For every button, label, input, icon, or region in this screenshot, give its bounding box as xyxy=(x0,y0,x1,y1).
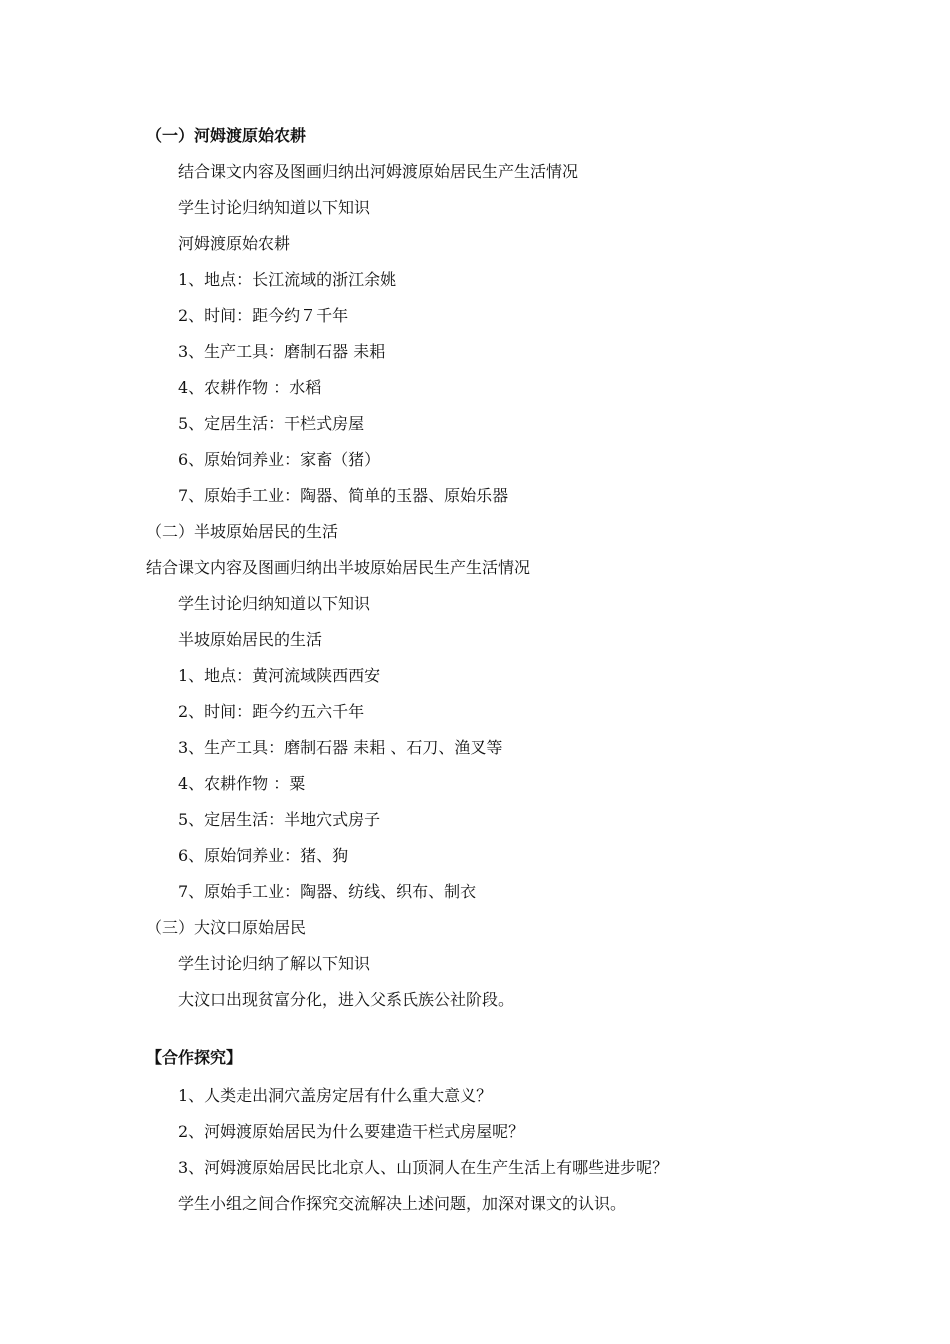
list-item: 5、定居生活：干栏式房屋 xyxy=(178,414,365,433)
list-item: 7、原始手工业：陶器、简单的玉器、原始乐器 xyxy=(178,486,509,505)
section2-intro: 结合课文内容及图画归纳出半坡原始居民生产生活情况 xyxy=(146,558,531,577)
list-item: 5、定居生活：半地穴式房子 xyxy=(178,810,381,829)
cooperation-heading: 【合作探究】 xyxy=(146,1048,243,1067)
section1-subtitle: 河姆渡原始农耕 xyxy=(178,234,291,253)
list-item: 3、河姆渡原始居民比北京人、山顶洞人在生产生活上有哪些进步呢？ xyxy=(178,1158,669,1177)
section3-summary: 大汶口出现贫富分化，进入父系氏族公社阶段。 xyxy=(178,990,515,1009)
section2-subtitle: 半坡原始居民的生活 xyxy=(178,630,323,649)
list-item: 6、原始饲养业：家畜（猪） xyxy=(178,450,381,469)
cooperation-note: 学生小组之间合作探究交流解决上述问题，加深对课文的认识。 xyxy=(178,1194,627,1213)
list-item: 1、人类走出洞穴盖房定居有什么重大意义？ xyxy=(178,1086,493,1105)
list-item: 7、原始手工业：陶器、纺线、织布、制衣 xyxy=(178,882,477,901)
section3-discussion: 学生讨论归纳了解以下知识 xyxy=(178,954,371,973)
list-item: 3、生产工具：磨制石器 耒耜 、石刀、渔叉等 xyxy=(178,738,503,757)
list-item: 4、农耕作物 ：粟 xyxy=(178,774,306,793)
list-item: 2、时间：距今约７千年 xyxy=(178,306,349,325)
section1-discussion: 学生讨论归纳知道以下知识 xyxy=(178,198,371,217)
list-item: 3、生产工具：磨制石器 耒耜 xyxy=(178,342,386,361)
section3-heading: （三）大汶口原始居民 xyxy=(146,918,307,937)
list-item: 2、时间：距今约五六千年 xyxy=(178,702,365,721)
list-item: 4、农耕作物 ：水稻 xyxy=(178,378,322,397)
list-item: 2、河姆渡原始居民为什么要建造干栏式房屋呢？ xyxy=(178,1122,525,1141)
section2-heading: （二）半坡原始居民的生活 xyxy=(146,522,339,541)
section2-discussion: 学生讨论归纳知道以下知识 xyxy=(178,594,371,613)
list-item: 1、地点：黄河流域陕西西安 xyxy=(178,666,381,685)
section1-heading: （一）河姆渡原始农耕 xyxy=(146,126,307,145)
section1-intro: 结合课文内容及图画归纳出河姆渡原始居民生产生活情况 xyxy=(178,162,579,181)
list-item: 1、地点：长江流域的浙江余姚 xyxy=(178,270,397,289)
list-item: 6、原始饲养业：猪、狗 xyxy=(178,846,349,865)
